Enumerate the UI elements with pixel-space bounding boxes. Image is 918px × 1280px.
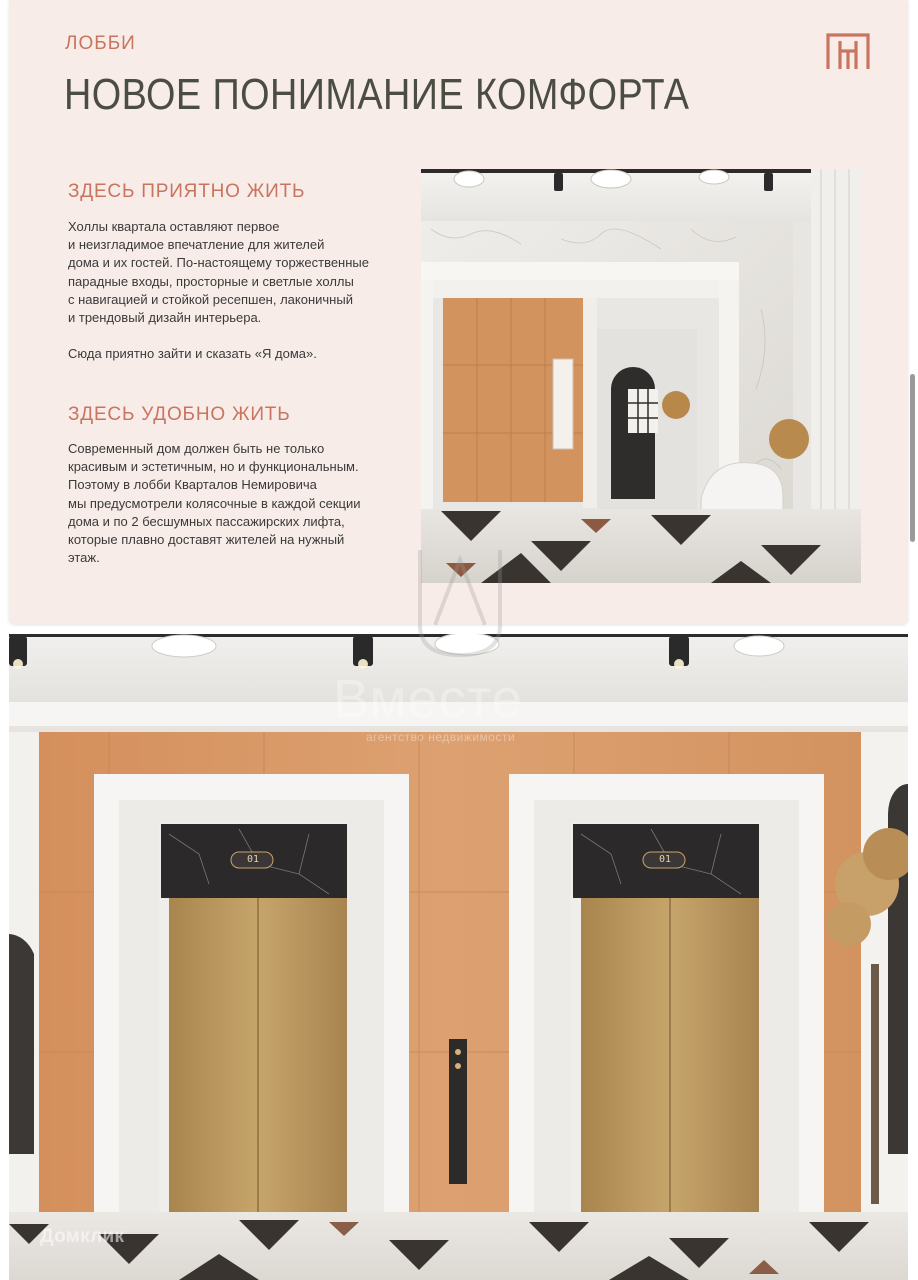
- lobby-hall-photo: [421, 169, 861, 583]
- section-eyebrow: ЛОББИ: [65, 33, 136, 54]
- left-elevator: [94, 774, 409, 1214]
- scrollbar[interactable]: [910, 374, 915, 542]
- domclick-watermark: Домклик: [40, 1226, 125, 1247]
- page-title: НОВОЕ ПОНИМАНИЕ КОМФОРТА: [64, 70, 690, 119]
- brand-logo-icon: [825, 31, 871, 71]
- right-elevator-floor-display: 01: [658, 854, 672, 865]
- section-title-pleasant: ЗДЕСЬ ПРИЯТНО ЖИТЬ: [68, 181, 306, 202]
- watermark-brand: Вместе: [333, 669, 523, 729]
- section-body-convenient: Современный дом должен быть не только красивым и эстетичным, но и функциональным. Поэтому в лобби Кварталов Немировича мы предусмотрели колясочные в каждой секции дома и по 2 бесшумных пассажирских лифта, которые плавно доставят жителей на нужный этаж.: [68, 441, 361, 566]
- right-elevator: [509, 774, 824, 1214]
- left-elevator-floor-display: 01: [246, 854, 260, 865]
- watermark-tagline: агентство недвижимости: [366, 730, 516, 744]
- section-body-pleasant: Холлы квартала оставляют первое и неизгладимое впечатление для жителей дома и их гостей. По-настоящему торжественные парадные входы, просторные и светлые холлы с навигацией и стойкой ресепшен, лаконичный и трендовый дизайн интерьера. Сюда приятно зайти и сказать «Я дома».: [68, 219, 369, 362]
- section-title-convenient: ЗДЕСЬ УДОБНО ЖИТЬ: [68, 404, 291, 425]
